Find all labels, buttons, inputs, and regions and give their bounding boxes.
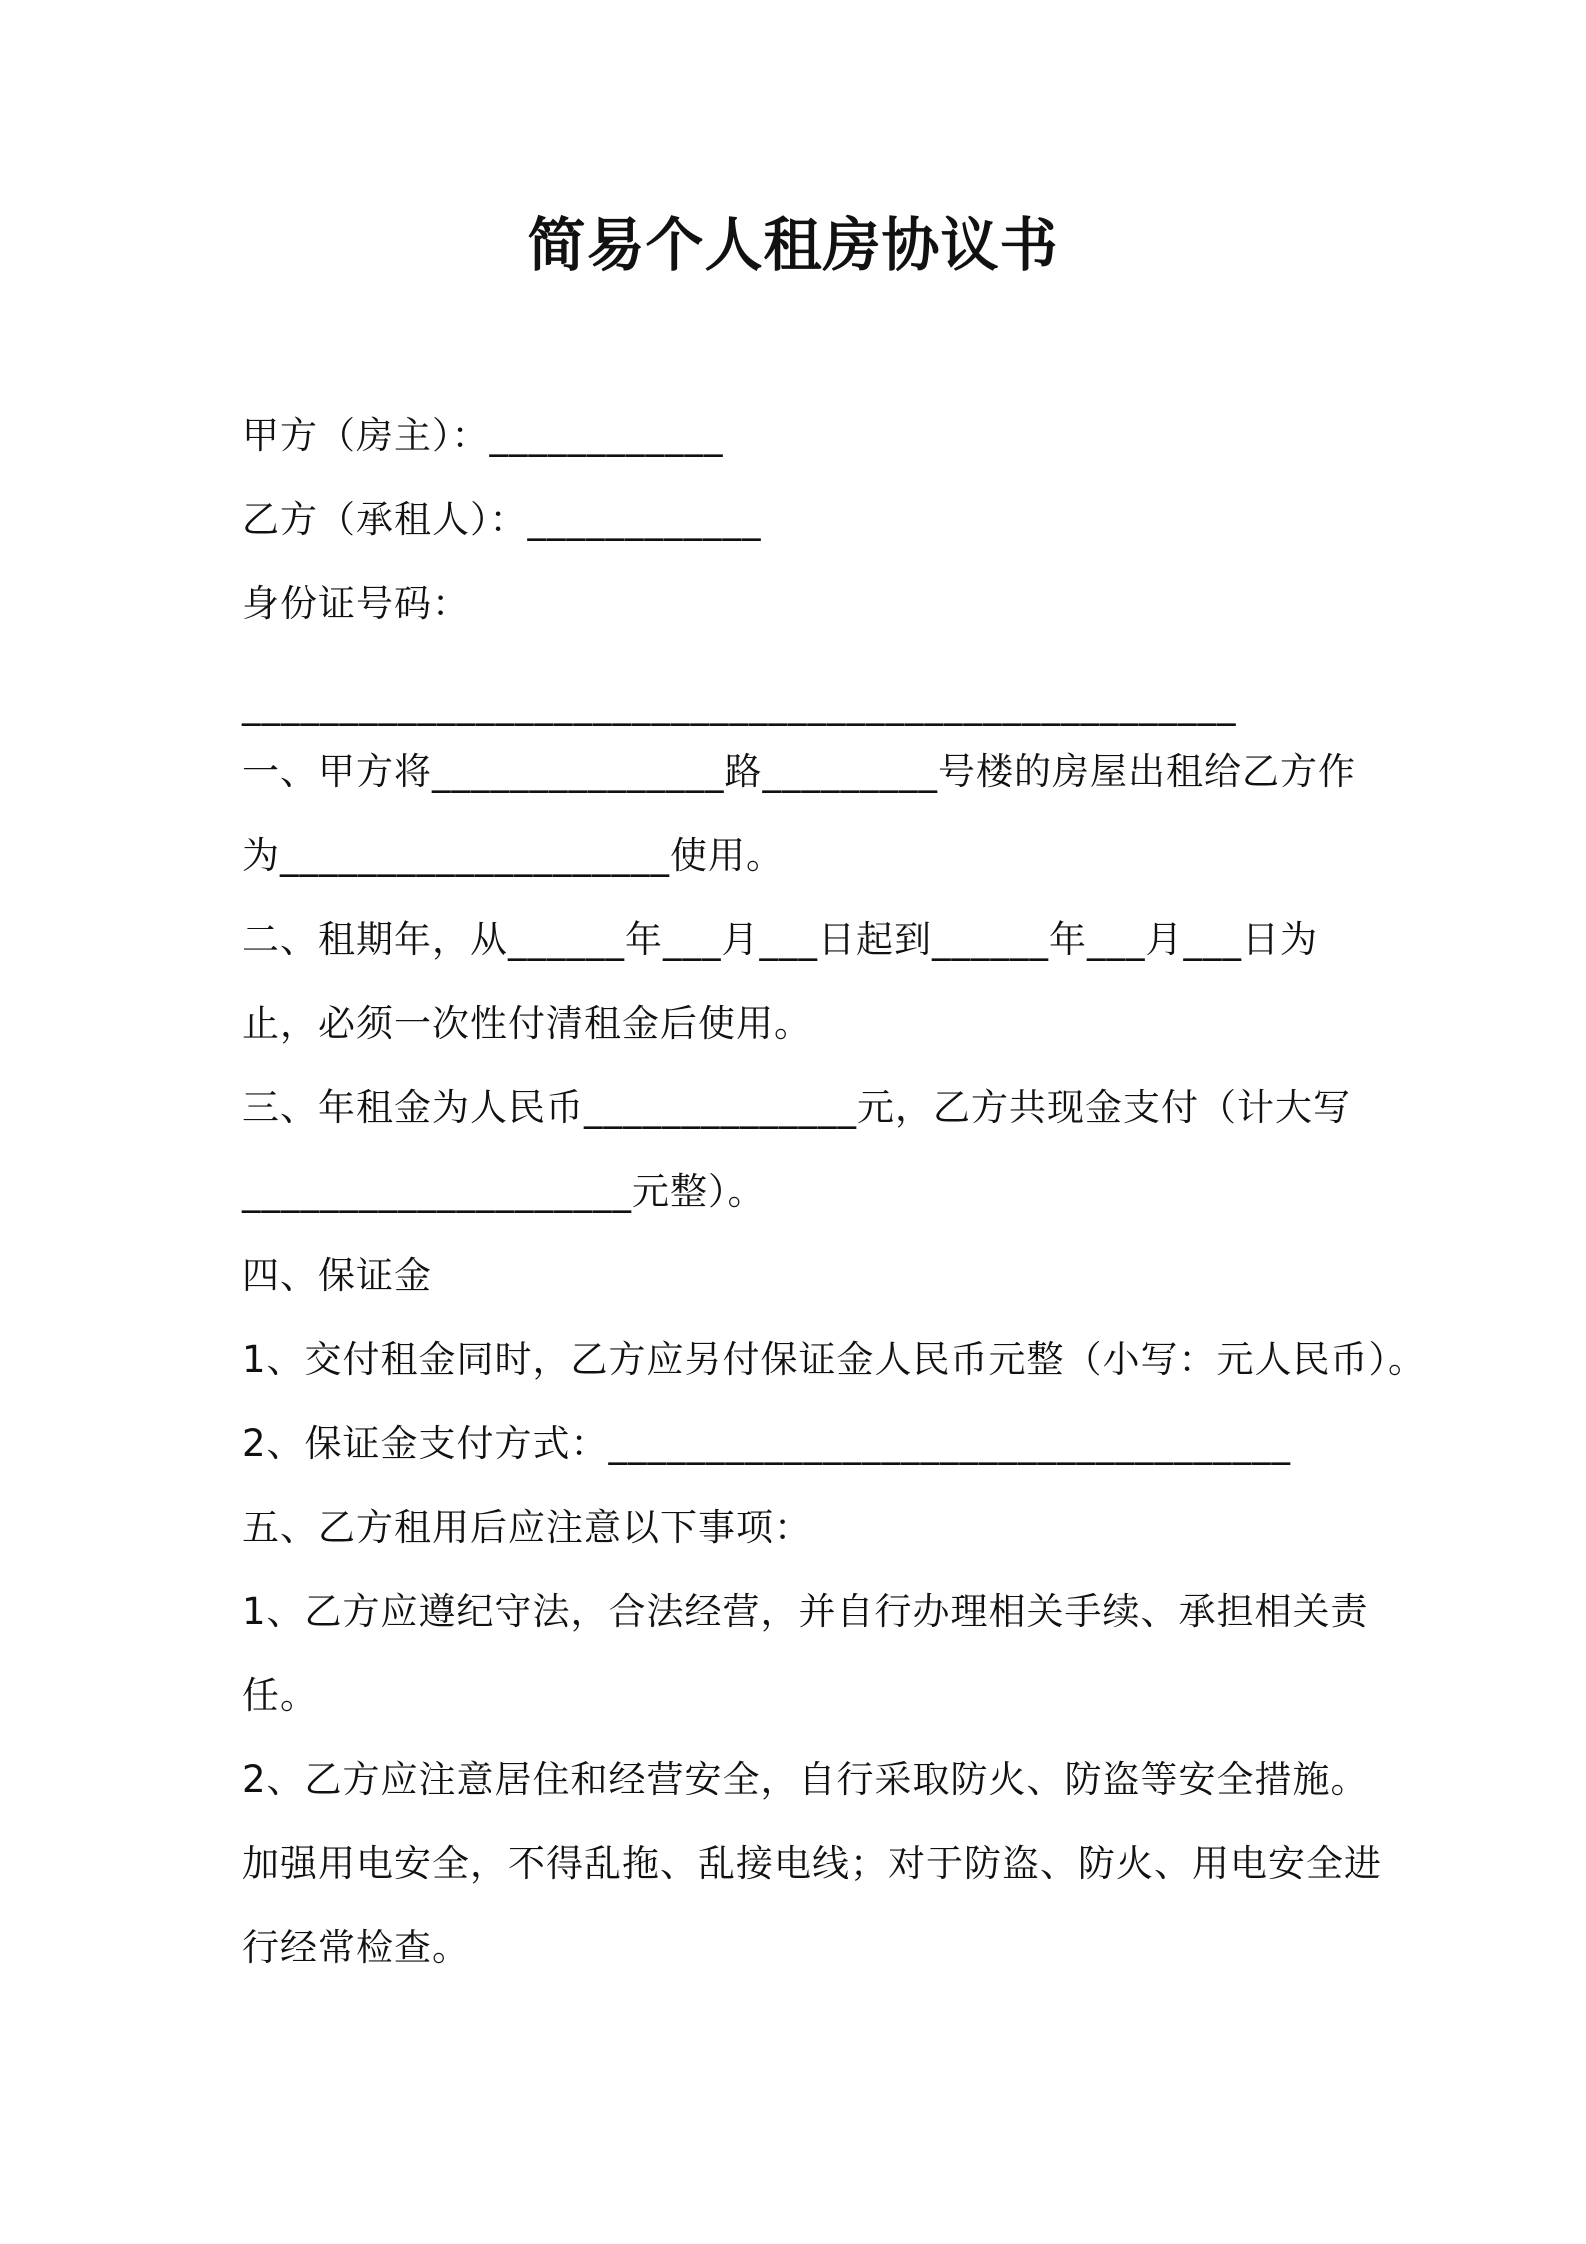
id-number-blank: ___________________________________________________ [242,683,1237,726]
clause-2-line-1: 二、租期年，从______年___月___日起到______年___月___日为 [242,918,1318,961]
id-number-label: 身份证号码： [242,582,470,625]
clause-5-item-2-line-3: 行经常检查。 [242,1926,470,1969]
clause-5-item-2-line-2: 加强用电安全，不得乱拖、乱接电线；对于防盗、防火、用电安全进 [242,1842,1382,1885]
clause-5-item-1-line-2: 任。 [242,1674,318,1717]
clause-5-item-2-line-1: 2、乙方应注意居住和经营安全，自行采取防火、防盗等安全措施。 [242,1758,1369,1801]
clause-4-item-2: 2、保证金支付方式：___________________________________ [242,1422,1292,1465]
document-title: 简易个人租房协议书 [527,211,1059,279]
party-a-line: 甲方（房主）：____________ [242,414,724,457]
clause-3-line-2: ____________________元整）。 [242,1170,766,1213]
clause-5-heading: 五、乙方租用后应注意以下事项： [242,1506,812,1549]
clause-2-line-2: 止，必须一次性付清租金后使用。 [242,1002,812,1045]
clause-1-line-1: 一、甲方将_______________路_________号楼的房屋出租给乙方作 [242,750,1356,793]
clause-4-heading: 四、保证金 [242,1254,432,1297]
clause-3-line-1: 三、年租金为人民币______________元，乙方共现金支付（计大写 [242,1086,1351,1129]
clause-5-item-1-line-1: 1、乙方应遵纪守法，合法经营，并自行办理相关手续、承担相关责 [242,1590,1369,1633]
party-b-line: 乙方（承租人）：____________ [242,498,762,541]
clause-1-line-2: 为____________________使用。 [242,834,784,877]
clause-4-item-1: 1、交付租金同时，乙方应另付保证金人民币元整（小写：元人民币）。 [242,1338,1427,1381]
